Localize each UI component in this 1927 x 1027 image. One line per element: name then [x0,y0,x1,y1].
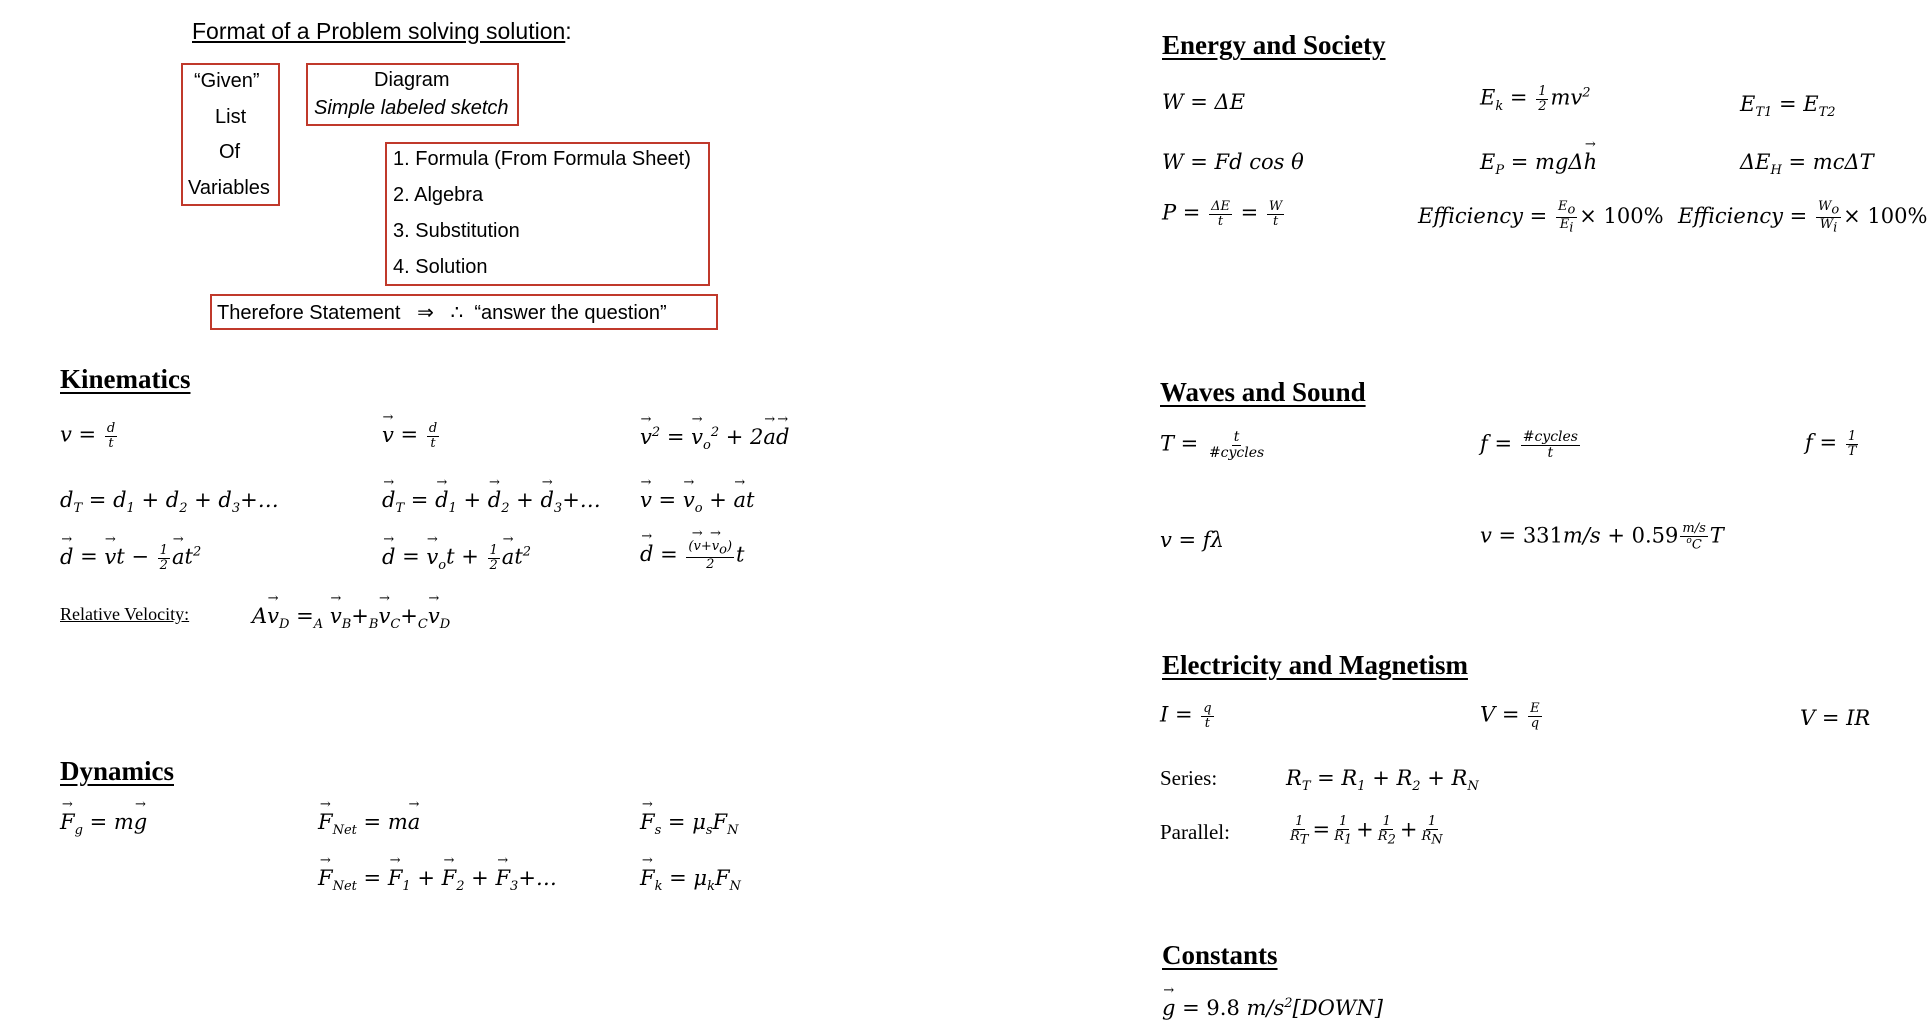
waves-heading: Waves and Sound [1160,377,1366,407]
eq-displacement-initial: → d = → $v_ot$ + $\frac{1}{2}$ → $at^2$ [382,544,531,573]
step-2: 2. Algebra [393,184,484,206]
eq-frequency: f = $\frac{\text{\#cycles}}{t}$ [1480,429,1578,461]
diagram-subtitle: Simple labeled sketch [314,97,509,119]
therefore-statement: Therefore Statement ⇒ ∴ “answer the question” [217,302,667,324]
percent-1: × 100% [1579,204,1664,229]
percent-2: × 100% [1843,204,1927,229]
eq-work: W = Fd cos θ [1162,150,1304,174]
eq-sound-speed: v = 331m/s + 0.59 $\frac{m/s}{^oC}$ T [1480,521,1724,552]
eq-speed: v = $\frac{d}{t}$ [60,421,116,451]
given-line-4: Variables [188,177,270,199]
step-3: 3. Substitution [393,220,520,242]
relative-velocity-label: Relative Velocity: [60,604,190,624]
eq-work-energy: W = ΔE [1162,90,1246,114]
eq-net-force: → $F_{Net} = m\to a$ [318,810,420,838]
eq-series-resistance: $R_T = R_1 + R_2 + R_N$ [1286,766,1479,795]
eq-efficiency-work: Efficiency = $\frac{W_o}{W_i}$ × 100% [1678,199,1927,236]
eq-energy-conservation: $E_{T1} = E_{T2}$ [1740,92,1836,121]
efficiency-word-2: Efficiency [1678,204,1783,229]
kinematics-heading: Kinematics [60,364,191,394]
given-line-2: List [215,106,247,128]
eq-period: T = $\frac{t}{\text{\#cycles}}$ [1160,429,1265,461]
eq-displacement-final: → d = → vt − $\frac{1}{2}$ → $at^2$ [60,544,201,572]
eq-gravity-force: → $F_g = m\to g$ [60,810,147,838]
g-unit: m/s [1246,996,1285,1020]
g-value: 9.8 [1206,996,1240,1020]
eq-kinetic-friction: → $F_k = \mu_kF_N$ [640,866,741,894]
eq-total-displacement: → $d_T$ = → $d_1$ + → $d_2$ + → $d_3+\dots$ [382,488,601,516]
eq-power: P = $\frac{\Delta E}{t}$ = $\frac{W}{t}$ [1162,199,1283,229]
eq-displacement-average: → d = $\frac{(\to v+\to v_o)}{2}$ t [640,540,744,572]
eq-parallel-resistance: $\frac{1}{R_T}$ = $\frac{1}{R_1}$ + $\frac{1}{R_2}$ + $\frac{1}{R_N}$ [1290,814,1443,848]
constants-heading: Constants [1162,940,1278,970]
eq-total-distance: $d_T = d_1 + d_2$ + $d_3+\dots$ [60,488,279,517]
eq-current: I = $\frac{q}{t}$ [1160,701,1212,731]
eq-heat: $\Delta E_H = mc\Delta T$ [1740,150,1874,179]
eq-velocity: → v = $\frac{d}{t}$ [382,422,441,450]
step-1: 1. Formula (From Formula Sheet) [393,148,691,170]
format-title-text: Format of a Problem solving solution [192,18,566,44]
step-4: 4. Solution [393,256,488,278]
eq-relative-velocity: $A\to v_D =_A \to v_B+_B\to v_C+_C\to v_D$ [252,604,450,632]
eq-wave-speed: v = fλ [1160,528,1224,552]
efficiency-word-1: Efficiency [1418,204,1523,229]
format-title [192,18,572,45]
eq-v-squared: → $v^2$ = → $v_o^2 + 2\to a\to d$ [640,425,789,453]
series-label: Series: [1160,766,1218,790]
dynamics-heading: Dynamics [60,756,174,786]
parallel-label: Parallel: [1160,820,1230,844]
period-cycles: #cycles [1208,444,1265,461]
eq-gravity-constant: → g = 9.8 $m/s^2[DOWN]$ [1162,996,1383,1020]
g-direction: [DOWN] [1292,996,1383,1020]
diagram-title: Diagram [374,69,450,91]
sound-speed-constant: 331 [1522,523,1563,548]
electricity-heading: Electricity and Magnetism [1162,650,1468,680]
eq-net-force-sum: → $F_{Net}$ = → $F_1$ + → $F_2$ + → $F_3+\dots$ [318,866,557,894]
eq-static-friction: → $F_s = \mu_sF_N$ [640,810,738,838]
eq-voltage: V = $\frac{E}{q}$ [1480,701,1540,731]
energy-heading: Energy and Society [1162,30,1386,60]
eq-frequency-period: f = $\frac{1}{T}$ [1805,429,1857,459]
sound-speed-coefficient: 0.59 [1631,523,1679,548]
given-line-1: “Given” [194,70,260,92]
eq-ohms-law: V = IR [1800,706,1871,730]
frequency-cycles: #cycles [1522,429,1578,445]
format-title-colon: : [565,18,572,44]
eq-kinetic-energy: $E_k$ = $\frac{1}{2}$ $mv^2$ [1480,84,1591,114]
eq-final-velocity: → v = → $v_o$ + → at [640,488,754,516]
eq-potential-energy: $E_P = mg\Delta\to h$ [1480,150,1597,178]
eq-efficiency-energy: Efficiency = $\frac{E_o}{E_i}$ × 100% [1418,199,1664,236]
given-line-3: Of [219,141,241,163]
